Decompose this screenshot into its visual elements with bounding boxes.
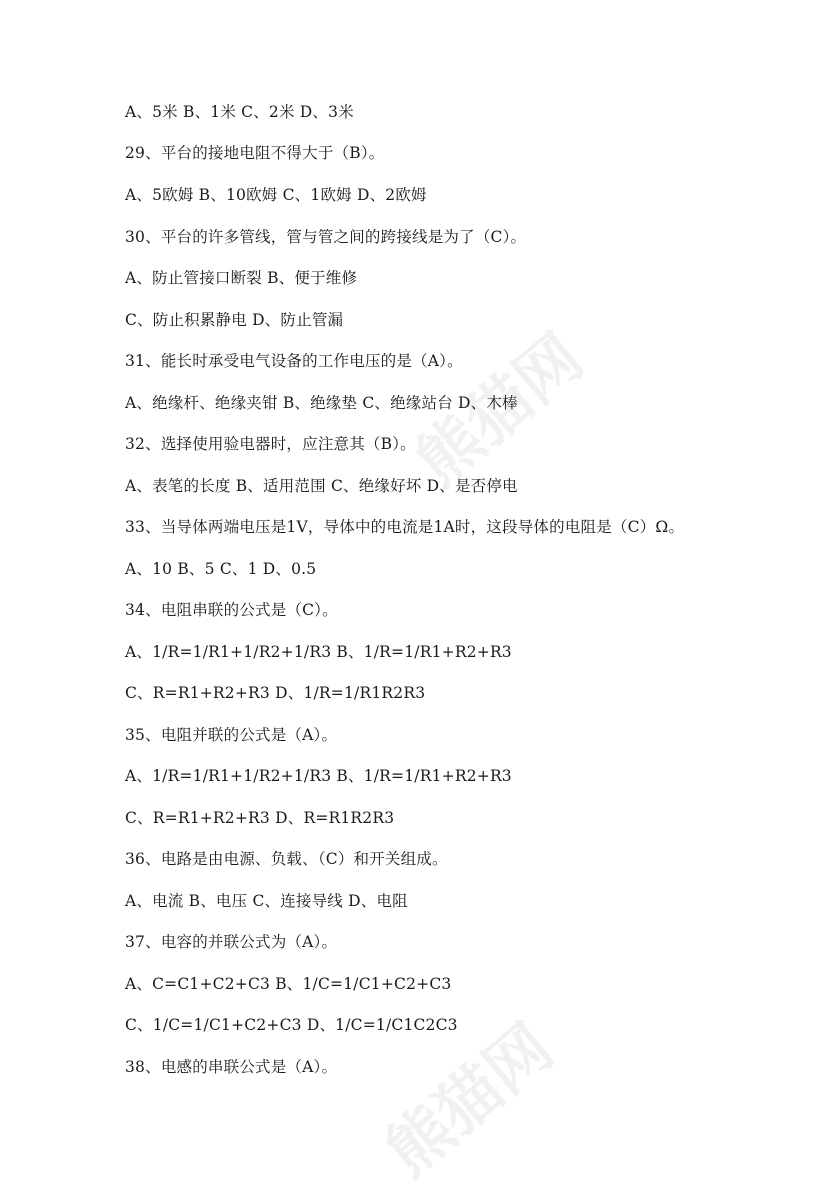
question-33: 33、当导体两端电压是1V，导体中的电流是1A时，这段导体的电阻是（C）Ω。 — [125, 518, 685, 536]
question-29: 29、平台的接地电阻不得大于（B）。 — [125, 144, 385, 162]
question-38: 38、电感的串联公式是（A）。 — [125, 1058, 338, 1076]
answer-options-line: A、表笔的长度 B、适用范围 C、绝缘好坏 D、是否停电 — [125, 477, 518, 495]
answer-options-line: C、防止积累静电 D、防止管漏 — [125, 311, 344, 329]
answer-options-line: A、5欧姆 B、10欧姆 C、1欧姆 D、2欧姆 — [125, 186, 427, 204]
answer-options-line: A、防止管接口断裂 B、便于维修 — [125, 269, 358, 287]
question-35: 35、电阻并联的公式是（A）。 — [125, 726, 338, 744]
answer-options-line: A、10 B、5 C、1 D、0.5 — [125, 560, 317, 578]
watermark: 熊猫网 — [372, 1010, 568, 1191]
question-34: 34、电阻串联的公式是（C）。 — [125, 601, 338, 619]
answer-options-line: A、1/R=1/R1+1/R2+1/R3 B、1/R=1/R1+R2+R3 — [125, 767, 512, 785]
answer-options-line: A、1/R=1/R1+1/R2+1/R3 B、1/R=1/R1+R2+R3 — [125, 643, 512, 661]
question-36: 36、电路是由电源、负载、（C）和开关组成。 — [125, 850, 448, 868]
answer-options-line: C、R=R1+R2+R3 D、R=R1R2R3 — [125, 809, 395, 827]
watermark: 熊猫网 — [402, 320, 598, 501]
question-37: 37、电容的并联公式为（A）。 — [125, 933, 338, 951]
answer-options-line: A、电流 B、电压 C、连接导线 D、电阻 — [125, 892, 408, 910]
answer-options-line: C、1/C=1/C1+C2+C3 D、1/C=1/C1C2C3 — [125, 1016, 458, 1034]
question-32: 32、选择使用验电器时，应注意其（B）。 — [125, 435, 416, 453]
answer-options-line: C、R=R1+R2+R3 D、1/R=1/R1R2R3 — [125, 684, 426, 702]
question-30: 30、平台的许多管线，管与管之间的跨接线是为了（C）。 — [125, 228, 527, 246]
answer-options-line: A、绝缘杆、绝缘夹钳 B、绝缘垫 C、绝缘站台 D、木棒 — [125, 394, 518, 412]
question-31: 31、能长时承受电气设备的工作电压的是（A）。 — [125, 352, 463, 370]
answer-options-line: A、5米 B、1米 C、2米 D、3米 — [125, 103, 354, 121]
answer-options-line: A、C=C1+C2+C3 B、1/C=1/C1+C2+C3 — [125, 975, 452, 993]
